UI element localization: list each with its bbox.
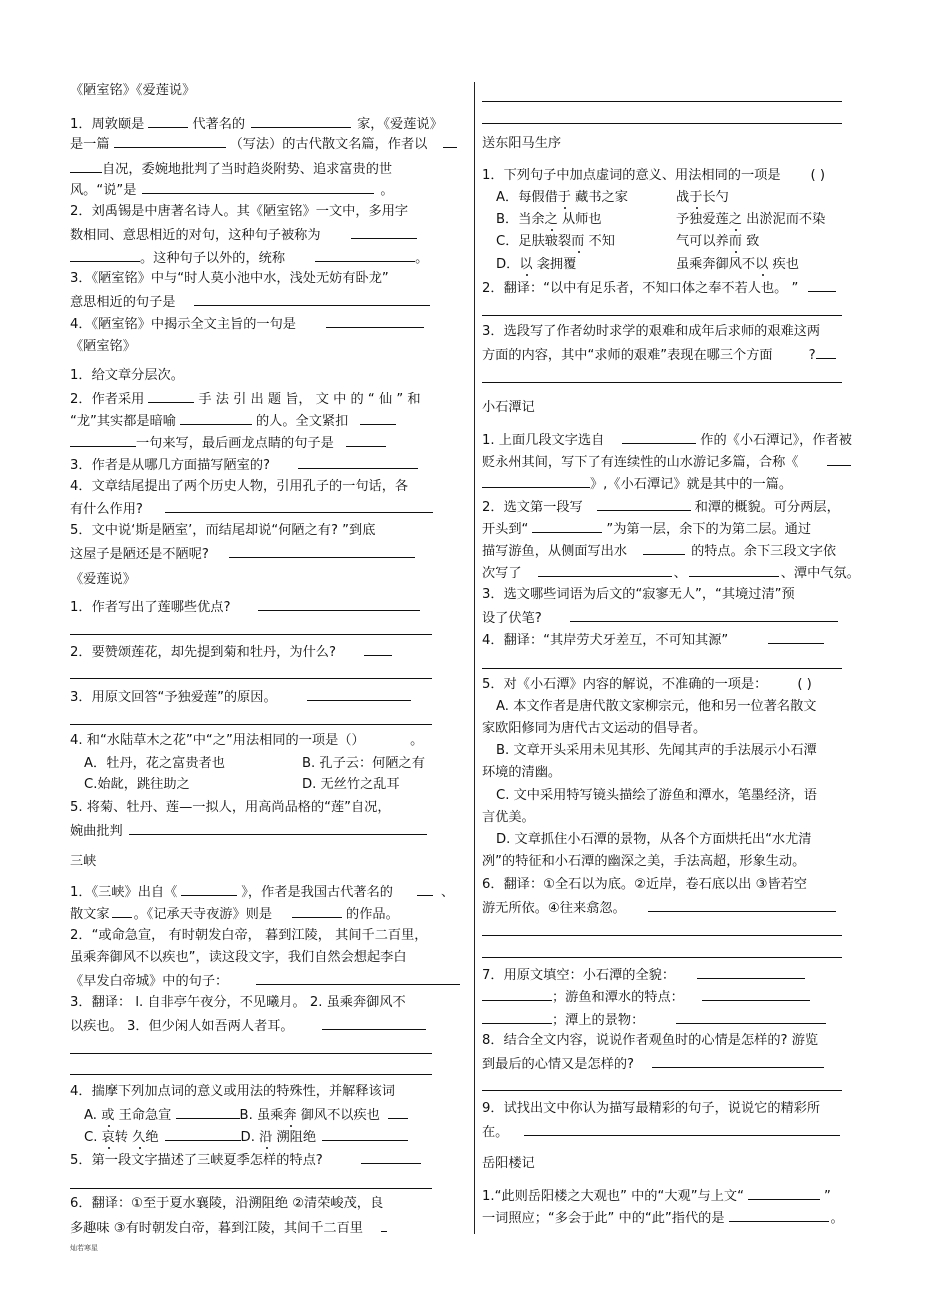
option-line: A．每假借于 藏书之家 战于长勺 — [496, 190, 729, 205]
question-line: 》,《小石潭记》就是其中的一篇。 — [482, 474, 882, 494]
question-line: 6．翻译：①至于夏水襄陵，沿溯阻绝 ②清荣峻茂，良 — [70, 1196, 384, 1211]
question-line: 。这种句子以外的，统称 。 — [70, 248, 465, 268]
answer-line — [70, 724, 432, 725]
question-line: 次写了 、 、潭中气氛。 — [482, 563, 882, 583]
question-line: 一句来写，最后画龙点睛的句子是 — [70, 433, 465, 453]
question-line: 4．揣摩下列加点词的意义或用法的特殊性，并解释该词 — [70, 1084, 395, 1099]
option-line: 环境的清幽。 — [482, 765, 562, 780]
section-title-sanxia: 三峡 — [70, 854, 97, 869]
section-title-loushiming-ailianshuo: 《陋室铭》《爱莲说》 — [70, 83, 196, 98]
option-line: C.始龀，跳往助之 D. 无丝竹之乱耳 — [84, 777, 400, 792]
question-line: 开头到“ ”为第一层，余下的为第二层。通过 — [482, 519, 882, 539]
question-line: 《早发白帝城》中的句子： — [70, 971, 465, 991]
section-title-ailianshuo: 《爱莲说》 — [70, 572, 136, 587]
answer-line — [482, 957, 842, 958]
question-line: 1.“此则岳阳楼之大观也” 中的“大观”与上文“ ” — [482, 1186, 882, 1206]
footer-watermark: 灿若寒星 — [70, 1244, 98, 1252]
question-line: 7．用原文填空：小石潭的全貌： — [482, 965, 882, 985]
question-line: 3．选文哪些词语为后文的“寂寥无人”，“其境过清”预 — [482, 587, 795, 602]
question-line: 设了伏笔? — [482, 608, 882, 628]
option-line: A．牡丹，花之富贵者也 B. 孔子云：何陋之有 — [84, 756, 425, 771]
option-line: B．当余之 从师也 予独爱莲之 出淤泥而不染 — [496, 212, 826, 227]
question-line: 散文家 。《记承天寺夜游》则是 的作品。 — [70, 904, 465, 924]
question-line: 4．文章结尾提出了两个历史人物，引用孔子的一句话，各 — [70, 479, 409, 494]
section-title-yueyanglouji: 岳阳楼记 — [482, 1156, 535, 1171]
question-line: 2．“或命急宣， 有时朝发白帝， 暮到江陵， 其间千二百里， — [70, 928, 428, 943]
section-title-songdongyangmashengxu: 送东阳马生序 — [482, 136, 562, 151]
question-line: 以疾也。 3．但少闲人如吾两人者耳。 — [70, 1016, 465, 1036]
question-line: 多趣味 ③有时朝发白帝，暮到江陵，其间千二百里 — [70, 1218, 465, 1238]
question-line: 5．第一段文字描述了三峡夏季怎样的特点? — [70, 1150, 465, 1170]
question-line: 在。 — [482, 1122, 882, 1142]
question-line: 1．周敦颐是 代著名的 家，《爱莲说》 — [70, 114, 465, 134]
option-line: B. 文章开头采用未见其形、先闻其声的手法展示小石潭 — [496, 743, 817, 758]
section-title-xiaoshitanji: 小石潭记 — [482, 400, 535, 415]
option-line: 家欧阳修同为唐代古文运动的倡导者。 — [482, 721, 707, 736]
answer-line — [70, 1188, 432, 1189]
option-line: A. 或 王命急宣 B. 虽乘奔 御风不以疾也 — [84, 1105, 465, 1125]
question-line: 这屋子是陋还是不陋呢? — [70, 544, 465, 564]
question-line: 自况，委婉地批判了当时趋炎附势、追求富贵的世 — [70, 159, 465, 179]
option-line: 言优美。 — [482, 810, 535, 825]
answer-line — [70, 678, 432, 679]
question-line: 到最后的心情又是怎样的? — [482, 1054, 882, 1074]
question-line: 3．用原文回答“予独爱莲”的原因。 — [70, 687, 465, 707]
question-line: 描写游鱼，从侧面写出水 的特点。余下三段文字依 — [482, 541, 882, 561]
question-line: 1. 上面几段文字选自 作的《小石潭记》，作者被 — [482, 430, 882, 450]
question-line: 2．刘禹锡是中唐著名诗人。其《陋室铭》一文中，多用字 — [70, 204, 409, 219]
answer-line — [482, 382, 842, 383]
question-line: 虽乘奔御风不以疾也”，读这段文字，我们自然会想起李白 — [70, 950, 407, 965]
question-line: ；游鱼和潭水的特点： — [482, 987, 882, 1007]
answer-line — [482, 668, 842, 669]
option-line: 冽”的特征和小石潭的幽深之美，手法高超，形象生动。 — [482, 854, 806, 869]
option-line: C．足肤皲裂而 不知 气可以养而 致 — [496, 234, 760, 249]
answer-line — [482, 123, 842, 124]
option-line: A. 本文作者是唐代散文家柳宗元，他和另一位著名散文 — [496, 699, 817, 714]
answer-line — [482, 101, 842, 102]
question-line: 数相同、意思相近的对句，这种句子被称为 — [70, 225, 465, 245]
option-line: D. 文章抓住小石潭的景物，从各个方面烘托出“水尤清 — [496, 832, 812, 847]
answer-line — [482, 1090, 842, 1091]
question-line: 风。“说”是 。 — [70, 180, 465, 200]
question-line: 贬永州其间，写下了有连续性的山水游记多篇，合称《 — [482, 452, 882, 472]
question-line: 3．作者是从哪几方面描写陋室的? — [70, 455, 465, 475]
question-line: 2．翻译：“以中有足乐者，不知口体之奉不若人也。 ” — [482, 278, 882, 298]
option-line: C. 哀转 久绝 D. 沿 溯阻绝 — [84, 1127, 465, 1147]
question-line: 意思相近的句子是 — [70, 292, 465, 312]
answer-line — [70, 634, 432, 635]
question-line: 5．对《小石潭》内容的解说，不准确的一项是： ( ) — [482, 677, 812, 692]
column-divider — [474, 82, 475, 1234]
question-line: 9．试找出文中你认为描写最精彩的句子，说说它的精彩所 — [482, 1101, 821, 1116]
question-line: 3．翻译： l. 自非亭午夜分，不见曦月。 2. 虽乘奔御风不 — [70, 995, 406, 1010]
question-line: 一词照应；“多会于此” 中的“此”指代的是 。 — [482, 1208, 882, 1228]
question-line: 2．要赞颂莲花，却先提到菊和牡丹，为什么? — [70, 642, 465, 662]
question-line: “龙”其实都是暗喻 的人。全文紧扣 — [70, 411, 465, 431]
question-line: 5．文中说‘斯是陋室’，而结尾却说“何陋之有? ”到底 — [70, 523, 376, 538]
answer-line — [70, 1074, 432, 1075]
question-line: 4. 和“水陆草木之花”中“之”用法相同的一项是（） 。 — [70, 733, 424, 748]
question-line: ；潭上的景物： — [482, 1010, 882, 1030]
question-line: 2．选文第一段写 和潭的概貌。可分两层， — [482, 497, 882, 517]
section-title-loushiming: 《陋室铭》 — [70, 339, 136, 354]
question-line: 方面的内容，其中“求师的艰难”表现在哪三个方面 ? — [482, 345, 882, 365]
question-line: 游无所依。④往来翕忽。 — [482, 898, 882, 918]
question-line: 4．《陋室铭》中揭示全文主旨的一句是 — [70, 314, 465, 334]
question-line: 1．作者写出了莲哪些优点? — [70, 597, 465, 617]
question-line: 1．《三峡》出自《 》，作者是我国古代著名的 、 — [70, 882, 465, 902]
question-line: 婉曲批判 — [70, 821, 465, 841]
question-line: 1．下列句子中加点虚词的意义、用法相同的一项是 ( ) — [482, 168, 825, 183]
question-line: 1．给文章分层次。 — [70, 368, 184, 383]
question-line: 4．翻译：“其岸劳犬牙差互，不可知其源” — [482, 630, 882, 650]
answer-line — [482, 935, 842, 936]
question-line: 2．作者采用 手 法 引 出 题 旨， 文 中 的 “ 仙 ” 和 — [70, 389, 465, 409]
answer-line — [70, 1053, 432, 1054]
answer-line — [482, 315, 842, 316]
question-line: 8．结合全文内容，说说作者观鱼时的心情是怎样的? 游览 — [482, 1033, 819, 1048]
question-line: 6．翻译：①全石以为底。②近岸，卷石底以出 ③皆若空 — [482, 877, 807, 892]
question-line: 是一篇 （写法）的古代散文名篇，作者以 — [70, 134, 465, 154]
option-line: C. 文中采用特写镜头描绘了游鱼和潭水，笔墨经济，语 — [496, 788, 817, 803]
question-line: 3．《陋室铭》中与“时人莫小池中水，浅处无妨有卧龙” — [70, 271, 389, 286]
question-line: 5. 将菊、牡丹、莲—一拟人，用高尚品格的“莲”自况， — [70, 800, 391, 815]
option-line: D．以 衾拥覆 虽乘奔御风不以 疾也 — [496, 257, 799, 272]
question-line: 有什么作用? — [70, 499, 465, 519]
question-line: 3．选段写了作者幼时求学的艰难和成年后求师的艰难这两 — [482, 324, 821, 339]
